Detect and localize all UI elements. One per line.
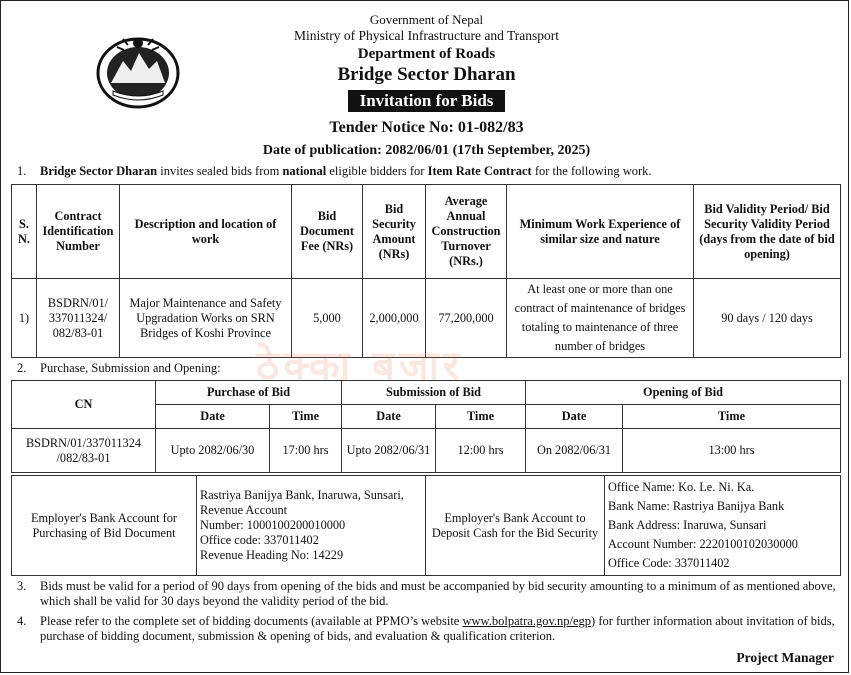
banner	[1, 90, 851, 112]
section-2	[17, 361, 836, 376]
bank-line: Office Name: Ko. Le. Ni. Ka.	[608, 480, 755, 494]
col-submission: Submission of Bid	[342, 381, 526, 405]
cell-sn: 1)	[12, 279, 37, 358]
purchase-account-label: Employer's Bank Account for Purchasing of Bid Document	[12, 476, 197, 576]
bank-line: Number: 1000100200010000	[200, 518, 346, 532]
table-row	[12, 429, 841, 473]
bank-line: Account Number: 2220100102030000	[608, 537, 798, 551]
signature: Project Manager	[736, 650, 834, 665]
cell-cn: BSDRN/01/337011324 /082/83-01	[12, 429, 156, 473]
col-opening-time: Time	[623, 405, 841, 429]
bank-line: Bank Address: Inaruwa, Sunsari	[608, 518, 767, 532]
text-span: invites sealed bids from	[157, 164, 283, 178]
cell-validity: 90 days / 120 days	[694, 279, 841, 358]
section-number: 2.	[17, 361, 27, 375]
section-number: 1.	[17, 164, 27, 178]
section-3-text: Bids must be valid for a period of 90 days from opening of the bids and must be accompanied by bid security amounting to a minimum of as mentioned above, which shall be valid for 30 days beyond the validity period of the bid.	[40, 579, 836, 608]
col-opening-date: Date	[526, 405, 623, 429]
security-account-label: Employer's Bank Account to Deposit Cash for the Bid Security	[426, 476, 605, 576]
bold-span: national	[282, 164, 327, 178]
bold-span: Item Rate Contract	[427, 164, 532, 178]
govt-title: Government of Nepal	[369, 12, 484, 27]
text-span: ) for further information about invitation of bids, purchase of bidding document, submission & opening of bids, and evaluation & qualification criterion.	[40, 614, 835, 643]
text-span: for the following work.	[531, 164, 652, 178]
section-2-text: Purchase, Submission and Opening:	[40, 361, 221, 375]
publication-date: Date of publication: 2082/06/01 (17th September, 2025)	[262, 143, 591, 158]
bolpatra-link[interactable]: www.bolpatra.gov.np/egp	[462, 614, 592, 628]
purchase-account-details	[197, 476, 426, 576]
section-1	[17, 164, 836, 179]
security-account-details	[605, 476, 841, 576]
banner-text: Invitation for Bids	[348, 90, 506, 112]
cell-experience: At least one or more than one contract of maintenance of bridges totaling to maintenance of three number of bridges	[507, 279, 694, 358]
office-title: Bridge Sector Dharan	[337, 64, 516, 85]
col-doc-fee: Bid Document Fee (NRs)	[292, 185, 363, 279]
bank-line: Rastriya Banijya Bank, Inaruwa, Sunsari,	[200, 488, 404, 502]
cell-bid-security: 2,000,000	[363, 279, 426, 358]
cell-opening-time: 13:00 hrs	[623, 429, 841, 473]
col-opening: Opening of Bid	[526, 381, 841, 405]
bank-line: Revenue Account	[200, 503, 288, 517]
table-header-row	[12, 185, 841, 279]
schedule-table	[11, 380, 841, 473]
cell-turnover: 77,200,000	[426, 279, 507, 358]
col-purchase-date: Date	[156, 405, 270, 429]
col-description: Description and location of work	[120, 185, 292, 279]
office-name: Bridge Sector Dharan	[40, 164, 158, 178]
section-4-text	[40, 614, 836, 644]
cell-submission-date: Upto 2082/06/31	[342, 429, 436, 473]
col-purchase: Purchase of Bid	[156, 381, 342, 405]
col-bid-security: Bid Security Amount (NRs)	[363, 185, 426, 279]
col-validity: Bid Validity Period/ Bid Security Validity Period (days from the date of bid opening)	[694, 185, 841, 279]
col-experience: Minimum Work Experience of similar size and nature	[507, 185, 694, 279]
cell-purchase-date: Upto 2082/06/30	[156, 429, 270, 473]
section-number: 3.	[17, 579, 27, 593]
bank-line: Revenue Heading No: 14229	[200, 548, 344, 562]
bank-line: Office Code: 337011402	[608, 556, 730, 570]
cell-contract-id: BSDRN/01/ 337011324/ 082/83-01	[37, 279, 120, 358]
cell-doc-fee: 5,000	[292, 279, 363, 358]
col-cn: CN	[12, 381, 156, 429]
col-contract-id: Contract Identification Number	[37, 185, 120, 279]
text-span: eligible bidders for	[326, 164, 428, 178]
table-row	[12, 476, 841, 576]
cell-submission-time: 12:00 hrs	[436, 429, 526, 473]
col-turnover: Average Annual Construction Turnover (NRs.)	[426, 185, 507, 279]
bank-line: Bank Name: Rastriya Banijya Bank	[608, 499, 785, 513]
text-span: Please refer to the complete set of bidding documents (available at PPMO’s website	[40, 614, 463, 628]
watermark: ठेक्का बजार	[256, 343, 464, 389]
section-3	[17, 579, 836, 609]
bank-line: Office code: 337011402	[200, 533, 319, 547]
bank-account-table	[11, 475, 841, 576]
col-sn: S. N.	[12, 185, 37, 279]
work-table	[11, 184, 841, 358]
cell-opening-date: On 2082/06/31	[526, 429, 623, 473]
cell-purchase-time: 17:00 hrs	[270, 429, 342, 473]
department-title: Department of Roads	[357, 46, 496, 62]
ministry-title: Ministry of Physical Infrastructure and Transport	[293, 28, 560, 43]
col-submission-date: Date	[342, 405, 436, 429]
col-submission-time: Time	[436, 405, 526, 429]
section-number: 4.	[17, 614, 27, 628]
schedule-header-row	[12, 381, 841, 405]
col-purchase-time: Time	[270, 405, 342, 429]
cell-description: Major Maintenance and Safety Upgradation Works on SRN Bridges of Koshi Province	[120, 279, 292, 358]
tender-notice-number: Tender Notice No: 01-082/83	[329, 119, 524, 136]
section-4	[17, 614, 836, 644]
